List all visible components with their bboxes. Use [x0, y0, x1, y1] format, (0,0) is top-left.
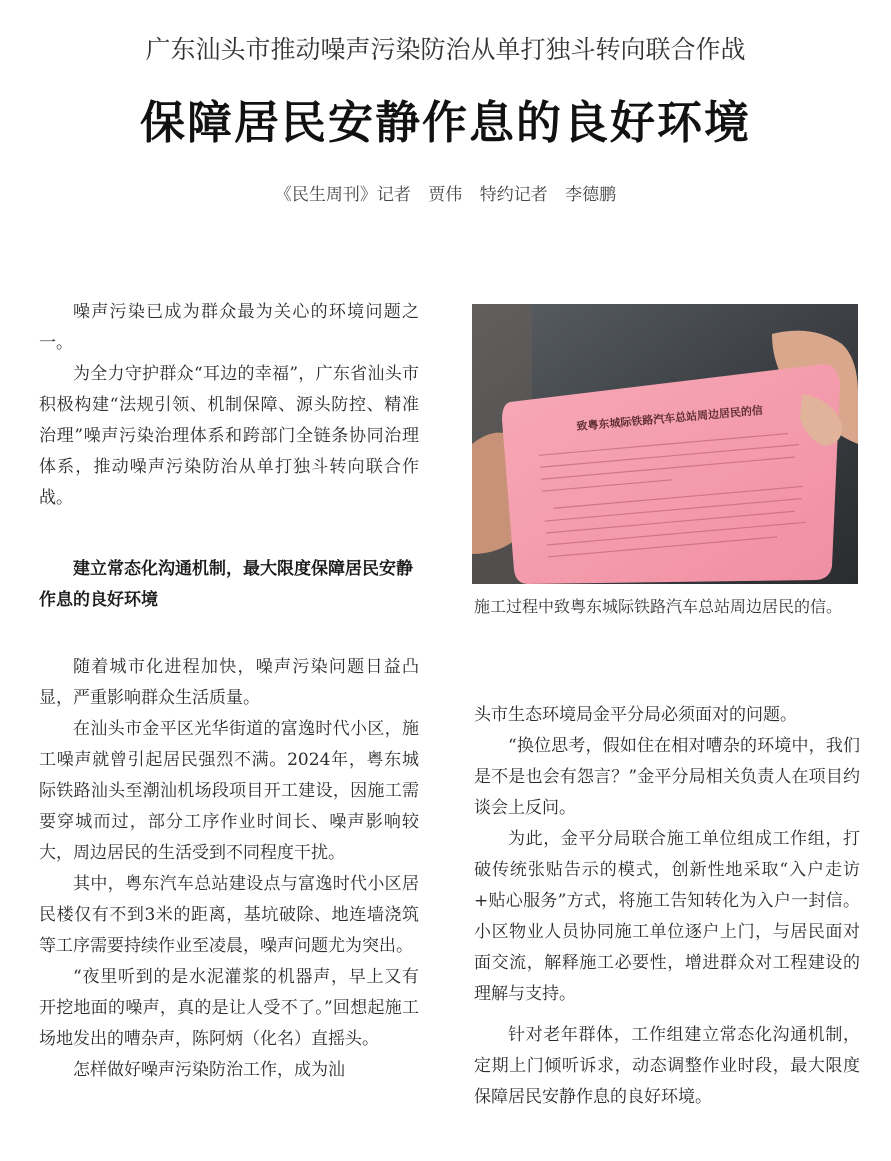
letter-photo-illustration — [472, 304, 858, 584]
body-paragraph: 其中，粤东汽车总站建设点与富逸时代小区居民楼仅有不到3米的距离，基坑破除、地连墙浇筑等工序需要持续作业至凌晨，噪声问题尤为突出。 — [39, 874, 419, 956]
body-paragraph: 针对老年群体，工作组建立常态化沟通机制，定期上门倾听诉求，动态调整作业时段，最大限度保障居民安静作息的良好环境。 — [474, 1025, 860, 1107]
intro-paragraph: 噪声污染已成为群众最为关心的环境问题之一。 — [39, 302, 419, 353]
body-paragraph: “夜里听到的是水泥灌浆的机器声，早上又有开挖地面的噪声，真的是让人受不了。”回想起施工场地发出的嘈杂声，陈阿炳（化名）直摇头。 — [39, 967, 419, 1049]
svg-text:致粤东城际铁路汽车总站周边居民的信: 致粤东城际铁路汽车总站周边居民的信 — [575, 403, 764, 434]
body-paragraph: 为此，金平分局联合施工单位组成工作组，打破传统张贴告示的模式，创新性地采取“入户走访+贴心服务”方式，将施工告知转化为入户一封信。小区物业人员协同施工单位逐户上门，与居民面对面交流，解释施工必要性，增进群众对工程建设的理解与支持。 — [474, 829, 860, 1004]
section-heading: 建立常态化沟通机制，最大限度保障居民安静作息的良好环境 — [39, 559, 413, 610]
body-paragraph: “换位思考，假如住在相对嘈杂的环境中，我们是不是也会有怨言？”金平分局相关负责人在项目约谈会上反问。 — [474, 736, 860, 818]
article-title: 保障居民安静作息的良好环境 — [139, 96, 751, 149]
body-paragraph: 在汕头市金平区光华街道的富逸时代小区，施工噪声就曾引起居民强烈不满。2024年，粤东城际铁路汕头至潮汕机场段项目开工建设，因施工需要穿城而过，部分工序作业时间长、噪声影响较大，周边居民的生活受到不同程度干扰。 — [39, 719, 419, 863]
photo-caption: 施工过程中致粤东城际铁路汽车总站周边居民的信。 — [474, 597, 843, 616]
body-paragraph: 怎样做好噪声污染防治工作，成为汕 — [73, 1060, 345, 1080]
intro-paragraph: 为全力守护群众“耳边的幸福”，广东省汕头市积极构建“法规引领、机制保障、源头防控、精准治理”噪声污染治理体系和跨部门全链条协同治理体系，推动噪声污染防治从单打独斗转向联合作战。 — [39, 364, 419, 508]
article-photo — [472, 304, 858, 584]
body-paragraph: 随着城市化进程加快，噪声污染问题日益凸显，严重影响群众生活质量。 — [39, 657, 419, 708]
article-subtitle: 广东汕头市推动噪声污染防治从单打独斗转向联合作战 — [145, 35, 746, 64]
continuation-line: 头市生态环境局金平分局必须面对的问题。 — [474, 705, 797, 725]
right-column — [474, 700, 860, 1113]
left-column — [39, 297, 419, 1086]
article-byline: 《民生周刊》记者 贾伟 特约记者 李德鹏 — [274, 185, 617, 205]
